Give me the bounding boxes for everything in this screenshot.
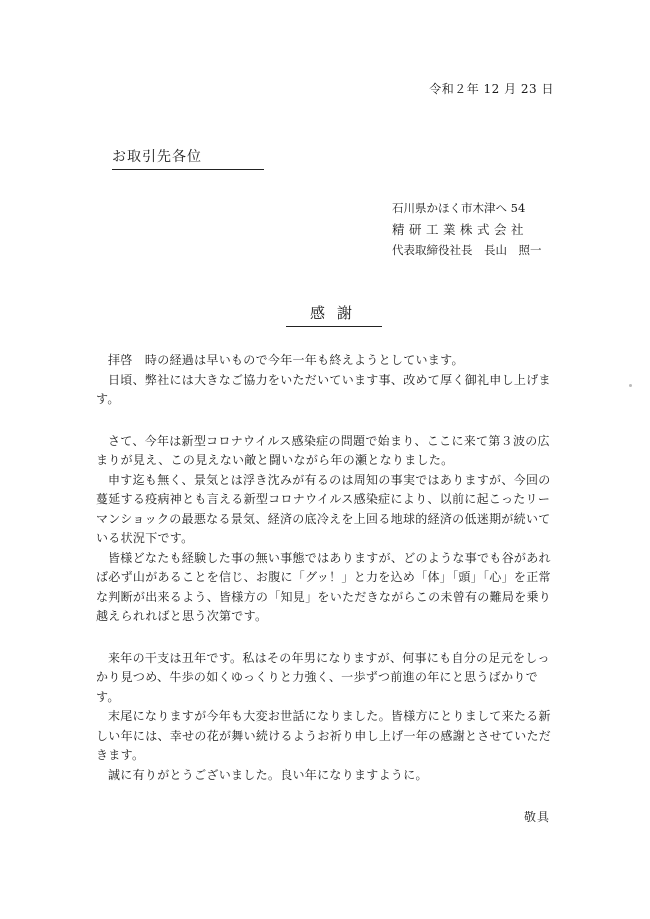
letter-body — [96, 351, 556, 785]
sender-company: 精研工業株式会社 — [392, 222, 529, 237]
scan-speck — [629, 384, 632, 387]
paragraph: 日頃、弊社には大きなご協力をいただいています事、改めて厚く御礼申し上げます。 — [96, 372, 551, 406]
sender-block — [392, 198, 542, 261]
recipient-line: お取引先各位 — [112, 146, 264, 170]
paragraph-gap — [96, 627, 556, 649]
paragraph: 申す迄も無く、景気とは浮き沈みが有るのは周知の事実ではありますが、今回の蔓延する疫病神とも言える新型コロナウイルス感染症により、以前に起こったリーマンショックの最悪なる景気、経済の底冷えを上回る地球的経済の低迷期が続いている状況下です。 — [96, 472, 551, 545]
paragraph: 皆様どなたも経験した事の無い事態ではありますが、どのような事でも谷があれば必ず山があることを信じ、お腹に「グッ！」と力を込め「体」「頭」「心」を正常な判断が出来るよう、皆様方の「知見」をいただきながらこの未曾有の難局を乗り越えられればと思う次第です。 — [96, 550, 552, 623]
paragraph: 誠に有りがとうございました。良い年になりますように。 — [108, 767, 428, 782]
letter-title: 感謝 — [286, 302, 382, 327]
letter-date: 令和２年 12 月 23 日 — [429, 82, 554, 96]
closing-word: 敬具 — [523, 810, 550, 824]
sender-representative: 代表取締役社長 長山 照一 — [392, 243, 542, 257]
sender-address: 石川県かほく市木津へ 54 — [392, 201, 526, 215]
paragraph: 末尾になりますが今年も大変お世話になりました。皆様方にとりまして来たる新しい年には、幸せの花が舞い続けるようお祈り申し上げ一年の感謝とさせていただきます。 — [96, 709, 552, 762]
paragraph: さて、今年は新型コロナウイルス感染症の問題で始まり、ここに来て第３波の広まりが見え、この見えない敵と闘いながら年の瀬となりました。 — [96, 433, 550, 467]
paragraph: 拝啓 時の経過は早いもので今年一年も終えようとしています。 — [108, 353, 464, 367]
paragraph-gap — [96, 410, 556, 432]
paragraph: 来年の干支は丑年です。私はその年男になりますが、何事にも自分の足元をしっかり見つめ、牛歩の如くゆっくりと力強く、一歩ずつ前進の年にと思うばかりです。 — [96, 650, 550, 704]
